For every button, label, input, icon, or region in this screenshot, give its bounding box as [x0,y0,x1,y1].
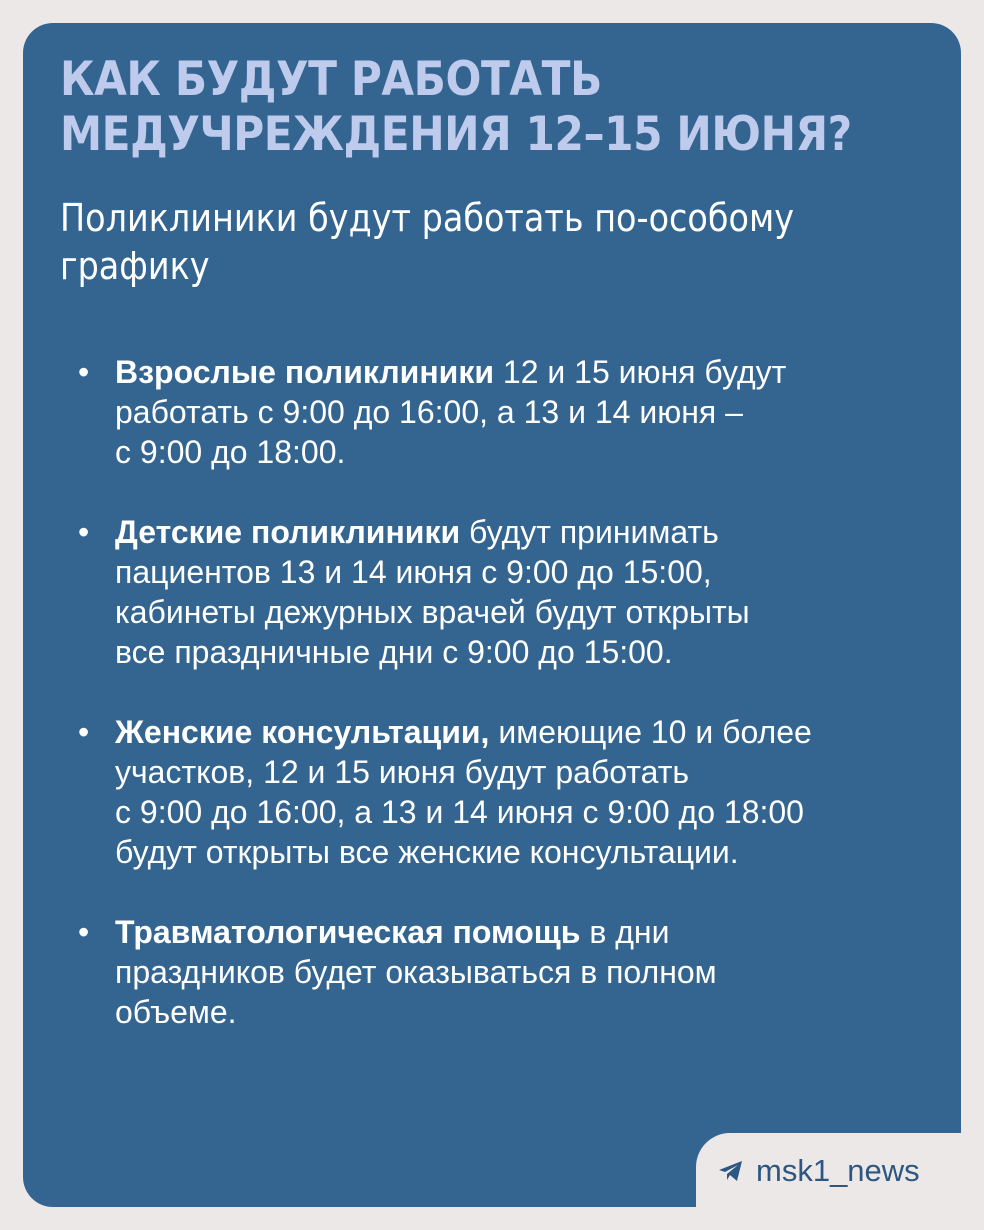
item-heading: Женские консультации, [115,714,490,750]
item-text: имеющие 10 и более [489,714,812,750]
item-line: с 9:00 до 16:00, а 13 и 14 июня с 9:00 до 18:00 [115,794,804,830]
item-line: будут открыты все женские консультации. [115,834,739,870]
list-item-children-clinics [78,512,938,672]
subtitle-line-2: графику [60,244,210,288]
item-text: 12 и 15 июня будут [494,354,787,390]
item-line: пациентов 13 и 14 июня с 9:00 до 15:00, [115,554,712,590]
item-heading: Травматологическая помощь [115,914,581,950]
item-line: с 9:00 до 18:00. [115,434,346,470]
item-line: все праздничные дни с 9:00 до 15:00. [115,634,673,670]
item-line [115,912,938,952]
item-line: кабинеты дежурных врачей будут открыты [115,594,750,630]
subtitle-line-1: Поликлиники будут работать по-особому [60,196,794,240]
page-title [60,52,852,162]
item-heading: Взрослые поликлиники [115,354,494,390]
item-line: участков, 12 и 15 июня будут работать [115,754,690,790]
item-text: в дни [580,914,670,950]
list-item-adult-clinics [78,352,938,472]
title-line-1: КАК БУДУТ РАБОТАТЬ [60,52,602,107]
list-item-trauma-care [78,912,938,1032]
list-item-womens-consultations [78,712,938,872]
bullet-icon: • [78,354,90,390]
item-text: будут принимать [460,514,719,550]
channel-tag[interactable] [696,1133,961,1207]
item-line: объеме. [115,994,237,1030]
bullet-icon: • [78,514,90,550]
item-heading: Детские поликлиники [115,514,461,550]
schedule-list [78,352,938,1072]
item-line [115,712,938,752]
bullet-icon: • [78,714,90,750]
bullet-icon: • [78,914,90,950]
item-line: работать с 9:00 до 16:00, а 13 и 14 июня – [115,394,743,430]
item-line: праздников будет оказываться в полном [115,954,717,990]
telegram-icon [718,1159,744,1183]
subtitle [60,194,834,290]
title-line-2: МЕДУЧРЕЖДЕНИЯ 12–15 ИЮНЯ? [60,107,852,162]
channel-handle[interactable]: msk1_news [756,1153,920,1188]
item-line [115,352,938,392]
item-line [115,512,938,552]
